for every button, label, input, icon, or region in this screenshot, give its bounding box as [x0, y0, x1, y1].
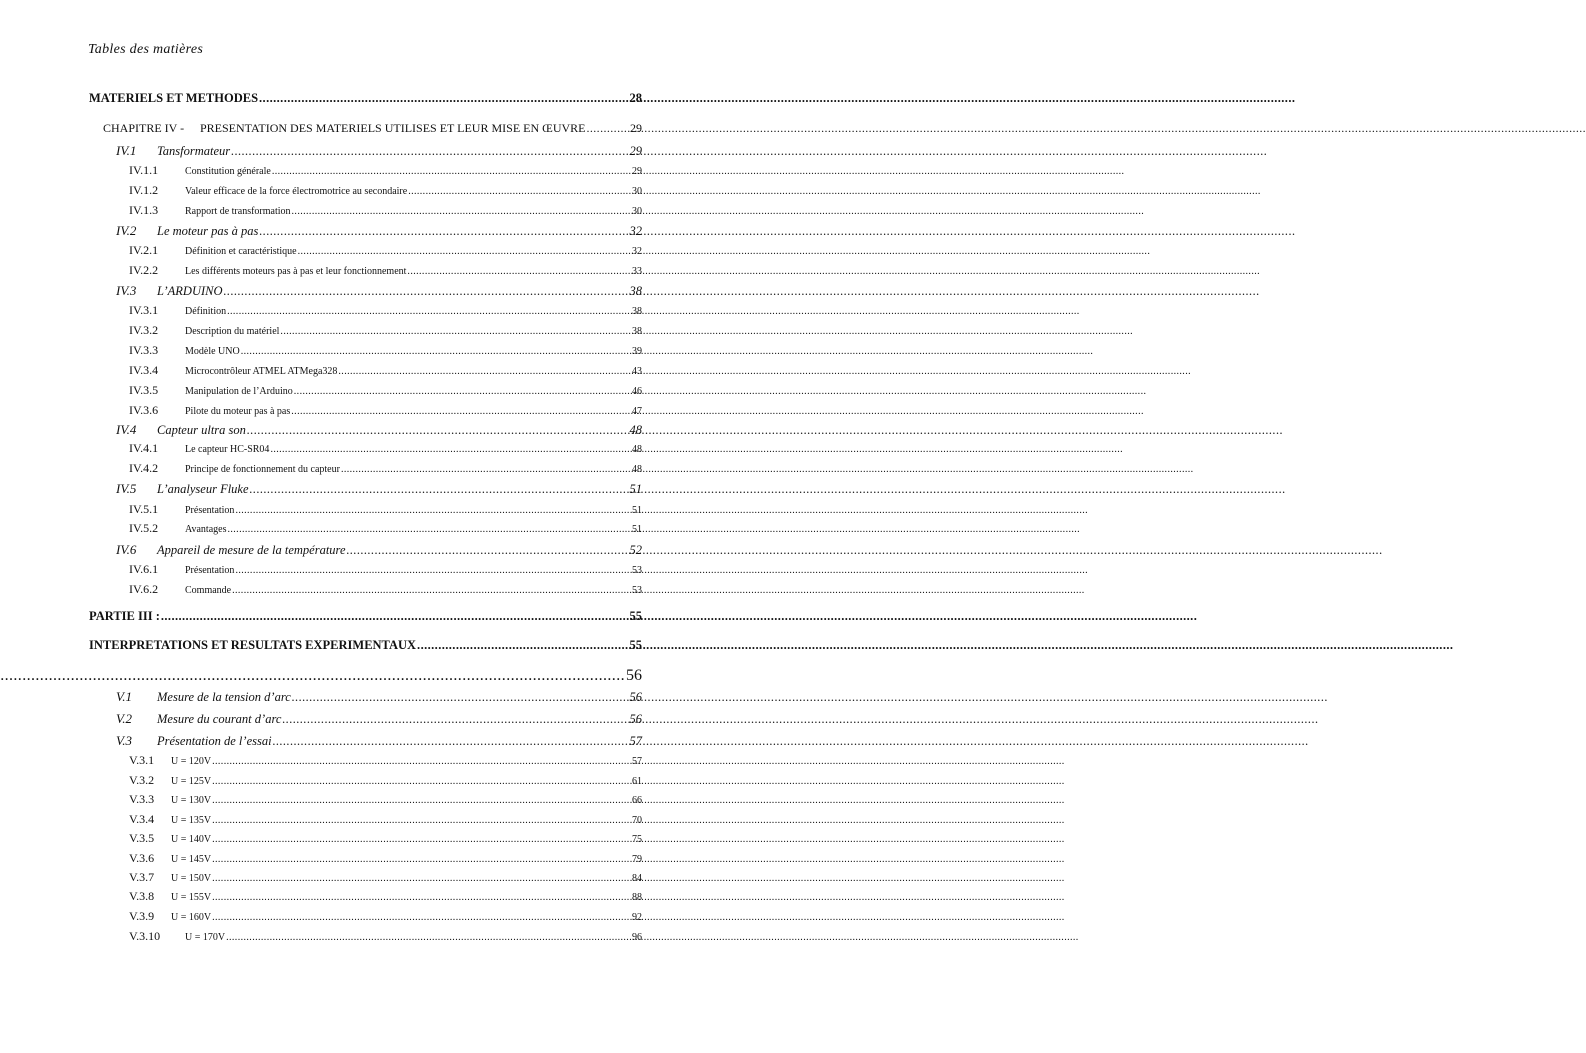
toc-entry-number: IV.3.6 — [129, 403, 159, 417]
toc-entry[interactable] — [129, 502, 642, 517]
dot-leader — [259, 91, 628, 106]
dot-leader — [212, 854, 631, 865]
dot-leader — [227, 306, 631, 317]
toc-entry-page: 46 — [632, 386, 642, 397]
toc-entry[interactable] — [129, 403, 642, 418]
dot-leader — [586, 121, 629, 136]
dot-leader — [161, 609, 629, 624]
toc-entry-page: 57 — [629, 734, 642, 748]
toc-entry[interactable] — [129, 243, 642, 258]
toc-entry-number: V.3.3 — [129, 792, 155, 806]
toc-entry-page: 28 — [629, 91, 642, 105]
toc-entry-page: 51 — [629, 482, 642, 496]
toc-entry-title: Manipulation de l’Arduino — [185, 386, 293, 397]
toc-entry-title: U = 170V — [185, 932, 226, 943]
dot-leader — [298, 246, 631, 257]
toc-entry-page: 53 — [632, 565, 642, 576]
dot-leader — [408, 186, 631, 197]
toc-entry-number: V.3.5 — [129, 831, 155, 845]
dot-leader — [231, 144, 628, 159]
toc-entry[interactable] — [89, 91, 642, 106]
dot-leader — [212, 756, 631, 767]
toc-entry[interactable] — [116, 422, 642, 438]
toc-entry-page: 33 — [632, 266, 642, 277]
toc-entry-title: PRESENTATION DES MATERIELS UTILISES ET LEUR MISE EN ŒUVRE — [200, 121, 586, 135]
toc-entry-title: Tansformateur — [157, 144, 231, 158]
toc-entry-page: 29 — [632, 166, 642, 177]
toc-entry-page: 55 — [629, 609, 642, 623]
dot-leader — [247, 423, 629, 438]
toc-entry[interactable] — [129, 812, 642, 827]
toc-entry-page: 38 — [629, 284, 642, 298]
toc-entry[interactable] — [129, 582, 642, 597]
toc-entry-page: 32 — [632, 246, 642, 257]
toc-entry[interactable] — [129, 909, 642, 924]
toc-entry-title: L’analyseur Fluke — [157, 482, 249, 496]
toc-entry[interactable] — [129, 441, 642, 456]
toc-entry[interactable] — [89, 638, 642, 653]
dot-leader — [241, 346, 631, 357]
toc-entry-title: Principe de fonctionnement du capteur — [185, 464, 340, 475]
page-header-title: Tables des matières — [88, 42, 204, 57]
toc-entry-page: 32 — [629, 224, 642, 238]
toc-entry[interactable] — [129, 461, 642, 476]
toc-entry-page: 38 — [632, 326, 642, 337]
toc-entry[interactable] — [129, 753, 642, 768]
toc-entry-number: IV.3.1 — [129, 303, 159, 317]
toc-entry[interactable] — [116, 711, 642, 727]
toc-entry[interactable] — [129, 383, 642, 398]
dot-leader — [272, 166, 631, 177]
toc-entry[interactable] — [129, 929, 642, 944]
toc-entry-number: IV.1.3 — [129, 203, 159, 217]
dot-leader — [259, 224, 628, 239]
toc-entry-page: 48 — [632, 464, 642, 475]
toc-entry-number: IV.2.2 — [129, 263, 159, 277]
toc-entry-page: 56 — [626, 667, 642, 684]
toc-entry[interactable] — [116, 733, 642, 749]
toc-entry-number: IV.5.2 — [129, 521, 159, 535]
toc-entry-title: Les différents moteurs pas à pas et leur fonctionnement — [185, 266, 407, 277]
toc-entry-number: V.3.7 — [129, 870, 155, 884]
toc-entry-title: Description du matériel — [185, 326, 280, 337]
dot-leader — [292, 690, 629, 705]
toc-entry-page: 29 — [629, 144, 642, 158]
toc-entry-title: U = 145V — [171, 854, 212, 865]
toc-entry-title: Présentation — [185, 505, 235, 516]
toc-entry-number: IV.4.1 — [129, 441, 159, 455]
toc-entry-number: IV.2 — [116, 223, 137, 238]
toc-entry-number: IV.3 — [116, 283, 137, 298]
dot-leader — [212, 912, 631, 923]
toc-entry-number: IV.1.2 — [129, 183, 159, 197]
toc-entry-title: Définition et caractéristique — [185, 246, 297, 257]
toc-entry-title: U = 130V — [171, 795, 212, 806]
dot-leader — [270, 444, 631, 455]
toc-entry-number: IV.3.2 — [129, 323, 159, 337]
toc-entry-number: IV.3.3 — [129, 343, 159, 357]
toc-entry-page: 56 — [629, 690, 642, 704]
toc-entry-page: 75 — [632, 834, 642, 845]
toc-entry-page: 79 — [632, 854, 642, 865]
dot-leader — [250, 482, 629, 497]
toc-entry-title: Le moteur pas à pas — [157, 224, 259, 238]
toc-entry-number: IV.3.5 — [129, 383, 159, 397]
toc-entry-page: 38 — [632, 306, 642, 317]
dot-leader — [232, 585, 631, 596]
toc-entry-number: IV.4.2 — [129, 461, 159, 475]
toc-entry-page: 52 — [629, 543, 642, 557]
dot-leader — [407, 266, 631, 277]
toc-entry-title: Modèle UNO — [185, 346, 240, 357]
toc-entry-page: 57 — [632, 756, 642, 767]
dot-leader — [227, 524, 631, 535]
toc-entry-title: L’ARDUINO — [157, 284, 223, 298]
toc-entry[interactable] — [116, 283, 642, 299]
toc-entry[interactable] — [129, 831, 642, 846]
toc-entry-title: U = 160V — [171, 912, 212, 923]
toc-entry-number: V.3 — [116, 733, 133, 748]
toc-entry-number: V.1 — [116, 689, 133, 704]
dot-leader — [226, 932, 631, 943]
toc-entry[interactable] — [0, 667, 642, 685]
toc-entry-number: IV.2.1 — [129, 243, 159, 257]
toc-entry-number: IV.5.1 — [129, 502, 159, 516]
toc-entry-number: V.3.2 — [129, 773, 155, 787]
dot-leader — [338, 366, 631, 377]
toc-entry[interactable] — [129, 303, 642, 318]
toc-entry-number: V.3.6 — [129, 851, 155, 865]
toc-entry-page: 43 — [632, 366, 642, 377]
toc-entry-page: 88 — [632, 892, 642, 903]
toc-entry[interactable] — [116, 542, 642, 558]
toc-entry-page: 48 — [629, 423, 642, 437]
toc-entry[interactable] — [129, 562, 642, 577]
toc-entry[interactable] — [116, 223, 642, 239]
dot-leader — [341, 464, 631, 475]
toc-entry[interactable] — [129, 870, 642, 885]
toc-entry[interactable] — [129, 183, 642, 198]
toc-entry[interactable] — [129, 773, 642, 788]
toc-entry-title: INTERPRETATIONS ET RESULTATS EXPERIMENTAUX — [89, 638, 417, 652]
toc-entry-title: U = 125V — [171, 776, 212, 787]
toc-entry-number: IV.6.2 — [129, 582, 159, 596]
toc-entry[interactable] — [129, 851, 642, 866]
dot-leader — [212, 892, 631, 903]
dot-leader — [235, 505, 631, 516]
dot-leader — [292, 206, 631, 217]
toc-entry-page: 51 — [632, 505, 642, 516]
toc-entry[interactable] — [89, 609, 642, 624]
toc-entry-page: 53 — [632, 585, 642, 596]
dot-leader — [291, 406, 631, 417]
toc-entry-number: V.3.4 — [129, 812, 155, 826]
toc-entry-page: 61 — [632, 776, 642, 787]
dot-leader — [212, 815, 631, 826]
toc-entry-title: Valeur efficace de la force électromotrice au secondaire — [185, 186, 408, 197]
dot-leader — [212, 873, 631, 884]
toc-entry-number: V.3.1 — [129, 753, 155, 767]
dot-leader — [235, 565, 631, 576]
toc-entry-number: V.3.8 — [129, 889, 155, 903]
toc-entry-title: Mesure de la tension d’arc — [157, 690, 291, 704]
toc-entry-number: V.3.9 — [129, 909, 155, 923]
toc-entry-title: Pilote du moteur pas à pas — [185, 406, 291, 417]
toc-entry-title: Le capteur HC-SR04 — [185, 444, 270, 455]
toc-entry-number: IV.3.4 — [129, 363, 159, 377]
toc-entry-title: U = 140V — [171, 834, 212, 845]
toc-entry-number: IV.5 — [116, 481, 137, 496]
toc-entry-page: 39 — [632, 346, 642, 357]
toc-entry-title: Avantages — [185, 524, 227, 535]
toc-entry-page: 56 — [629, 712, 642, 726]
toc-entry[interactable] — [129, 323, 642, 338]
toc-entry-page: 84 — [632, 873, 642, 884]
dot-leader — [212, 795, 631, 806]
toc-entry[interactable] — [129, 889, 642, 904]
toc-entry-title: U = 155V — [171, 892, 212, 903]
toc-entry-title: Présentation de l’essai — [157, 734, 272, 748]
toc-entry-number: IV.6 — [116, 542, 137, 557]
toc-entry-page: 55 — [629, 638, 642, 652]
dot-leader — [273, 734, 629, 749]
toc-entry-title: U = 120V — [171, 756, 212, 767]
toc-entry-title: Constitution générale — [185, 166, 271, 177]
toc-entry[interactable] — [129, 792, 642, 807]
toc-entry-title: Présentation — [185, 565, 235, 576]
toc-entry-title: PARTIE III : — [89, 609, 160, 623]
toc-entry-title: Mesure du courant d’arc — [157, 712, 282, 726]
toc-entry-title: Définition — [185, 306, 227, 317]
toc-entry-page: 66 — [632, 795, 642, 806]
dot-leader — [347, 543, 629, 558]
toc-entry[interactable] — [103, 121, 642, 136]
toc-entry-page: 29 — [630, 121, 642, 135]
toc-entry-page: 30 — [632, 206, 642, 217]
toc-entry-title: U = 150V — [171, 873, 212, 884]
toc-entry[interactable] — [116, 143, 642, 159]
dot-leader — [282, 712, 628, 727]
dot-leader — [212, 834, 631, 845]
toc-entry-page: 48 — [632, 444, 642, 455]
toc-entry-page: 30 — [632, 186, 642, 197]
toc-entry-page: 70 — [632, 815, 642, 826]
toc-entry-number: IV.1 — [116, 143, 137, 158]
toc-entry[interactable] — [129, 163, 642, 178]
toc-entry-title: Capteur ultra son — [157, 423, 246, 437]
dot-leader — [224, 284, 629, 299]
toc-entry-number: V.2 — [116, 711, 133, 726]
toc-entry-number: IV.6.1 — [129, 562, 159, 576]
toc-entry-title: Commande — [185, 585, 232, 596]
toc-entry-number: CHAPITRE IV - — [103, 121, 185, 135]
toc-entry[interactable] — [129, 521, 642, 536]
toc-entry[interactable] — [129, 263, 642, 278]
toc-entry-title: Microcontrôleur ATMEL ATMega328 — [185, 366, 338, 377]
toc-entry[interactable] — [129, 203, 642, 218]
toc-entry[interactable] — [116, 481, 642, 497]
dot-leader — [0, 667, 625, 685]
toc-entry[interactable] — [129, 363, 642, 378]
toc-entry[interactable] — [129, 343, 642, 358]
toc-entry-title: MATERIELS ET METHODES — [89, 91, 259, 105]
toc-entry-page: 47 — [632, 406, 642, 417]
toc-entry-number: V.3.10 — [129, 929, 161, 943]
toc-entry-number: IV.1.1 — [129, 163, 159, 177]
toc-entry-page: 92 — [632, 912, 642, 923]
toc-entry[interactable] — [116, 689, 642, 705]
dot-leader — [294, 386, 631, 397]
toc-entry-number: IV.4 — [116, 422, 137, 437]
dot-leader — [280, 326, 631, 337]
toc-entry-page: 51 — [632, 524, 642, 535]
toc-entry-title: Rapport de transformation — [185, 206, 291, 217]
toc-entry-title: U = 135V — [171, 815, 212, 826]
toc-entry-page: 96 — [632, 932, 642, 943]
dot-leader — [212, 776, 631, 787]
toc-entry-title: Appareil de mesure de la température — [157, 543, 346, 557]
dot-leader — [417, 638, 628, 653]
